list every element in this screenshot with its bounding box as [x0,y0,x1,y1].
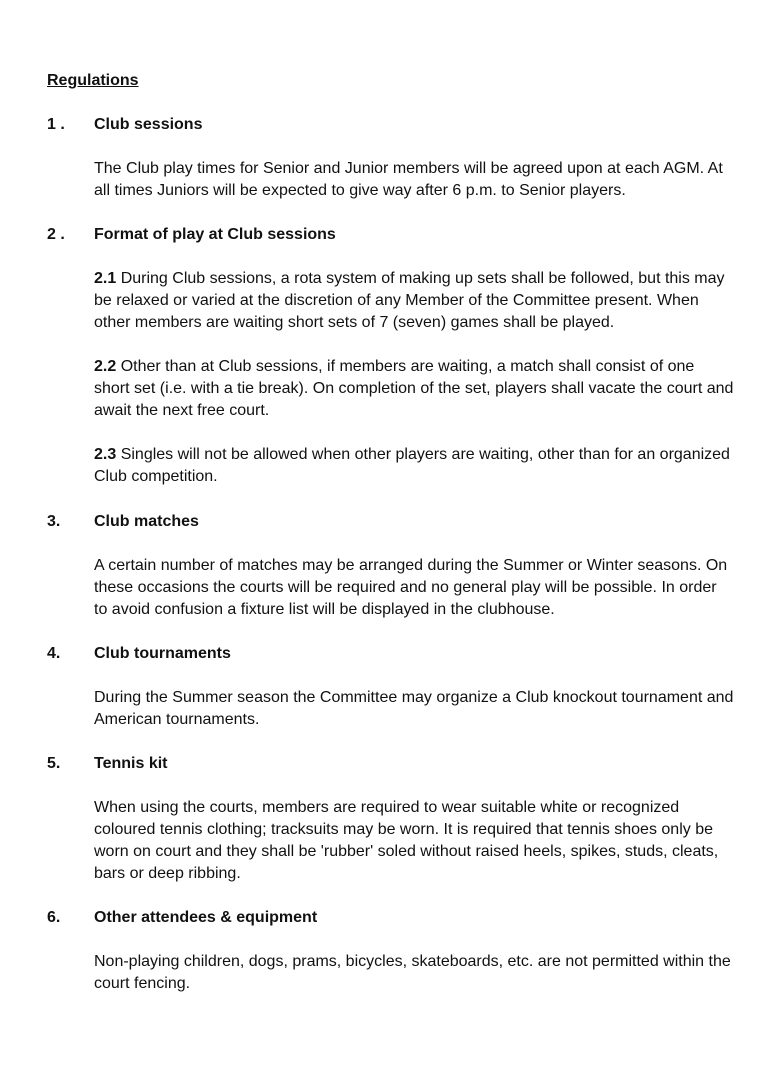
paragraph-text: When using the courts, members are required to wear suitable white or recognized coloured tennis clothing; tracksuits may be worn. It is required that tennis shoes only be worn on court and they shall be 'rubber' soled without raised heels, spikes, studs, cleats, bars or deep ribbing. [94,799,719,882]
paragraph-lead: 2.1 [94,270,117,287]
section-1-heading [47,114,202,136]
section-title: Format of play at Club sessions [94,226,336,243]
paragraph-lead: 2.3 [94,446,117,463]
section-4-paragraph [94,687,734,731]
section-number: 5. [47,755,61,772]
section-2-1-paragraph [94,268,734,334]
section-title: Tennis kit [94,755,168,772]
section-number: 6. [47,909,61,926]
paragraph-lead: 2.2 [94,358,117,375]
section-3-paragraph [94,555,734,621]
section-6-paragraph [94,951,734,995]
section-5-paragraph [94,797,734,885]
section-number: 1 . [47,116,65,133]
section-2-2-paragraph [94,356,734,422]
section-2-heading [47,224,336,246]
section-title: Club sessions [94,116,203,133]
section-number: 3. [47,513,61,530]
paragraph-text: Singles will not be allowed when other players are waiting, other than for an organized Club competition. [94,446,730,485]
section-1-paragraph [94,158,734,202]
paragraph-text: During the Summer season the Committee may organize a Club knockout tournament and American tournaments. [94,689,734,728]
section-number: 4. [47,645,61,662]
section-number: 2 . [47,226,65,243]
section-4-heading [47,643,231,665]
paragraph-text: Other than at Club sessions, if members are waiting, a match shall consist of one short set (i.e. with a tie break). On completion of the set, players shall vacate the court and await the next free court. [94,358,734,419]
section-5-heading [47,753,168,775]
paragraph-text: Non-playing children, dogs, prams, bicycles, skateboards, etc. are not permitted within the court fencing. [94,953,731,992]
paragraph-text: The Club play times for Senior and Junior members will be agreed upon at each AGM. At all times Juniors will be expected to give way after 6 p.m. to Senior players. [94,160,723,199]
section-6-heading [47,907,317,929]
section-title: Club matches [94,513,199,530]
section-title: Other attendees & equipment [94,909,318,926]
paragraph-text: During Club sessions, a rota system of making up sets shall be followed, but this may be relaxed or varied at the discretion of any Member of the Committee present. When other members are waiting short sets of 7 (seven) games shall be played. [94,270,725,331]
paragraph-text: A certain number of matches may be arranged during the Summer or Winter seasons. On these occasions the courts will be required and no general play will be possible. In order to avoid confusion a fixture list will be displayed in the clubhouse. [94,557,728,618]
section-title: Club tournaments [94,645,231,662]
section-2-3-paragraph [94,444,734,488]
section-3-heading [47,511,199,533]
page-title: Regulations [47,72,139,89]
